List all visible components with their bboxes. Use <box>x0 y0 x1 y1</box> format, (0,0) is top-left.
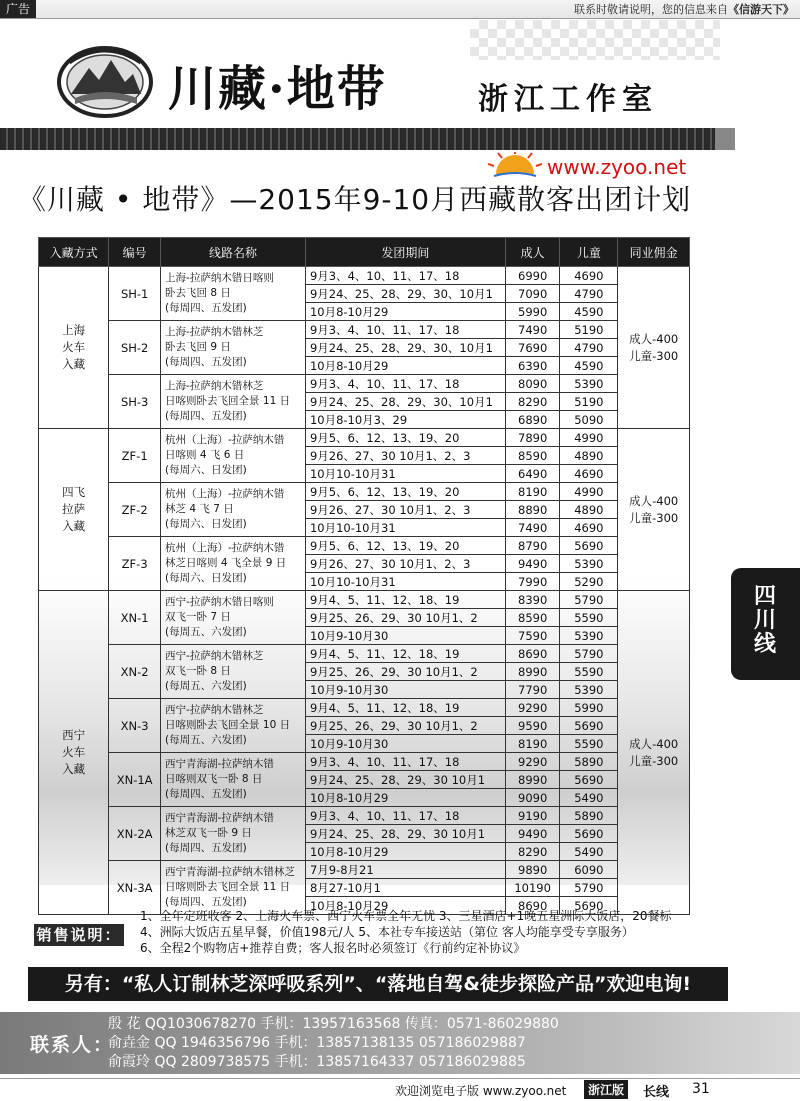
departure-dates-cell: 10月8-10月29 <box>305 897 505 915</box>
commission-line: 儿童-300 <box>629 510 679 525</box>
adult-price-cell: 7090 <box>505 285 560 303</box>
route-code-cell: SH-3 <box>109 375 161 429</box>
table-row <box>39 267 690 285</box>
child-price-cell: 5390 <box>560 375 618 393</box>
extra-offer-banner: 另有：“私人订制林芝深呼吸系列”、“落地自驾&徒步探险产品”欢迎电询! <box>28 967 728 1001</box>
departure-dates-cell: 9月24、25、28、29、30、10月1 <box>305 393 505 411</box>
route-code-cell: ZF-2 <box>109 483 161 537</box>
departure-dates-cell: 10月10-10月31 <box>305 519 505 537</box>
child-price-cell: 5690 <box>560 771 618 789</box>
adult-price-cell: 9190 <box>505 807 560 825</box>
side-tab-char: 川 <box>753 608 776 633</box>
child-price-cell: 5490 <box>560 789 618 807</box>
route-name-line: 西宁青海湖-拉萨纳木错林芝 <box>165 866 295 878</box>
route-name-line: 日喀则卧去飞回全景 11 日 <box>165 881 291 893</box>
entry-mode-line: 上海 <box>62 323 86 337</box>
commission-cell <box>618 591 690 915</box>
child-price-cell: 5590 <box>560 663 618 681</box>
route-name-line: 卧去飞回 9 日 <box>165 341 231 353</box>
route-name-cell <box>161 267 306 321</box>
contact-person: 殷 花 QQ1030678270 手机：13957163568 传真：0571-86029880 <box>108 1016 559 1032</box>
departure-dates-cell: 8月27-10月1 <box>305 879 505 897</box>
route-name-cell <box>161 321 306 375</box>
adult-price-cell: 7790 <box>505 681 560 699</box>
child-price-cell: 4690 <box>560 519 618 537</box>
adult-price-cell: 8990 <box>505 771 560 789</box>
contact-person: 俞垚金 QQ 1946356796 手机：13857138135 057186029887 <box>108 1035 526 1051</box>
departure-dates-cell: 9月24、25、28、29、30、10月1 <box>305 285 505 303</box>
child-price-cell: 5690 <box>560 717 618 735</box>
top-note <box>574 1 794 17</box>
route-name-line: 日喀则卧去飞回全景 11 日 <box>165 395 291 407</box>
departure-dates-cell: 9月3、4、10、11、17、18 <box>305 267 505 285</box>
adult-price-cell: 5990 <box>505 303 560 321</box>
table-row <box>39 861 690 879</box>
adult-price-cell: 8190 <box>505 735 560 753</box>
route-name-cell <box>161 375 306 429</box>
column-header: 发团期间 <box>305 238 505 267</box>
route-name-line: (每周五、六发团) <box>165 680 247 692</box>
route-name-line: (每周六、日发团) <box>165 464 247 476</box>
table-row <box>39 753 690 771</box>
commission-line: 成人-400 <box>629 331 679 346</box>
stripe-band <box>0 128 715 150</box>
departure-dates-cell: 10月8-10月29 <box>305 789 505 807</box>
child-price-cell: 5190 <box>560 393 618 411</box>
child-price-cell: 4990 <box>560 429 618 447</box>
sales-note: 1、全年定班收客 2、上海火车票、西宁火车票全年无忧 3、三星酒店+1晚五星洲际大饭店，20餐标 <box>140 909 672 923</box>
route-name-line: 日喀则 4 飞 6 日 <box>165 449 245 461</box>
route-name-line: 卧去飞回 8 日 <box>165 287 231 299</box>
route-name-line: (每周四、五发团) <box>165 356 247 368</box>
route-code-cell: XN-1 <box>109 591 161 645</box>
route-name-line: 西宁青海湖-拉萨纳木错 <box>165 758 274 770</box>
table-row <box>39 483 690 501</box>
departure-dates-cell: 10月9-10月30 <box>305 681 505 699</box>
route-code-cell: XN-2 <box>109 645 161 699</box>
route-name-line: (每周六、日发团) <box>165 572 247 584</box>
child-price-cell: 4890 <box>560 447 618 465</box>
side-tab-char: 四 <box>753 584 776 609</box>
departure-dates-cell: 9月3、4、10、11、17、18 <box>305 375 505 393</box>
entry-mode-line: 入藏 <box>62 357 86 371</box>
departure-dates-cell: 10月8-10月29 <box>305 843 505 861</box>
commission-cell <box>618 267 690 429</box>
commission-cell <box>618 429 690 591</box>
departure-dates-cell: 9月24、25、28、29、30 10月1 <box>305 771 505 789</box>
route-code-cell: ZF-3 <box>109 537 161 591</box>
departure-dates-cell: 9月4、5、11、12、18、19 <box>305 699 505 717</box>
route-code-cell: SH-1 <box>109 267 161 321</box>
entry-mode-line: 拉萨 <box>62 502 86 516</box>
route-code-cell: SH-2 <box>109 321 161 375</box>
child-price-cell: 5890 <box>560 753 618 771</box>
table-row <box>39 321 690 339</box>
contact-person: 俞霞玲 QQ 2809738575 手机：13857164337 057186029885 <box>108 1054 526 1070</box>
adult-price-cell: 7690 <box>505 339 560 357</box>
departure-dates-cell: 9月24、25、28、29、30 10月1 <box>305 825 505 843</box>
departure-dates-cell: 10月9-10月30 <box>305 735 505 753</box>
child-price-cell: 4590 <box>560 303 618 321</box>
adult-price-cell: 6890 <box>505 411 560 429</box>
adult-price-cell: 8690 <box>505 645 560 663</box>
table-row <box>39 429 690 447</box>
footer-edition: 浙江版 <box>584 1080 628 1099</box>
route-name-line: 日喀则卧去飞回全景 10 日 <box>165 719 291 731</box>
departure-dates-cell: 9月5、6、12、13、19、20 <box>305 483 505 501</box>
adult-price-cell: 9490 <box>505 825 560 843</box>
departure-dates-cell: 9月26、27、30 10月1、2、3 <box>305 447 505 465</box>
departure-dates-cell: 9月5、6、12、13、19、20 <box>305 537 505 555</box>
side-tab-char: 线 <box>753 632 776 657</box>
contact-list <box>108 1015 559 1072</box>
departure-dates-cell: 9月26、27、30 10月1、2、3 <box>305 501 505 519</box>
brand-name: 川藏·地带 <box>168 61 387 117</box>
page-title: 《川藏 • 地带》—2015年9-10月西藏散客出团计划 <box>18 183 692 216</box>
entry-mode-cell <box>39 267 109 429</box>
departure-dates-cell: 10月8-10月3、29 <box>305 411 505 429</box>
child-price-cell: 5390 <box>560 555 618 573</box>
route-name-cell <box>161 645 306 699</box>
adult-price-cell: 7990 <box>505 573 560 591</box>
departure-dates-cell: 10月10-10月31 <box>305 465 505 483</box>
adult-price-cell: 9290 <box>505 699 560 717</box>
route-name-line: (每周五、六发团) <box>165 626 247 638</box>
route-name-line: 林芝日喀则 4 飞全景 9 日 <box>165 557 287 569</box>
departure-dates-cell: 9月4、5、11、12、18、19 <box>305 645 505 663</box>
adult-price-cell: 8190 <box>505 483 560 501</box>
sales-label: 销售说明： <box>34 924 124 946</box>
departure-dates-cell: 9月25、26、29、30 10月1、2 <box>305 663 505 681</box>
child-price-cell: 5790 <box>560 645 618 663</box>
route-name-cell <box>161 699 306 753</box>
sales-note: 6、全程2个购物店+推荐自费；客人报名时必须签订《行前约定补协议》 <box>140 941 526 955</box>
child-price-cell: 4590 <box>560 357 618 375</box>
child-price-cell: 4890 <box>560 501 618 519</box>
child-price-cell: 5690 <box>560 537 618 555</box>
route-name-line: 杭州（上海）-拉萨纳木错 <box>165 488 285 500</box>
entry-mode-cell <box>39 429 109 591</box>
child-price-cell: 5190 <box>560 321 618 339</box>
route-name-line: (每周四、五发团) <box>165 896 247 908</box>
route-code-cell: XN-2A <box>109 807 161 861</box>
adult-price-cell: 9290 <box>505 753 560 771</box>
entry-mode-line: 西宁 <box>62 728 86 742</box>
route-name-line: 西宁青海湖-拉萨纳木错 <box>165 812 274 824</box>
footer-text[interactable]: 欢迎浏览电子版 www.zyoo.net <box>395 1084 567 1098</box>
route-name-line: 杭州（上海）-拉萨纳木错 <box>165 434 285 446</box>
route-name-line: (每周四、五发团) <box>165 302 247 314</box>
departure-dates-cell: 10月10-10月31 <box>305 573 505 591</box>
child-price-cell: 5690 <box>560 825 618 843</box>
child-price-cell: 5790 <box>560 879 618 897</box>
child-price-cell: 5490 <box>560 843 618 861</box>
sales-notes <box>140 908 740 956</box>
route-name-cell <box>161 591 306 645</box>
adult-price-cell: 8290 <box>505 393 560 411</box>
adult-price-cell: 8990 <box>505 663 560 681</box>
entry-mode-line: 入藏 <box>62 519 86 533</box>
departure-dates-cell: 9月25、26、29、30 10月1、2 <box>305 609 505 627</box>
route-name-line: 双飞一卧 8 日 <box>165 665 231 677</box>
route-code-cell: XN-1A <box>109 753 161 807</box>
adult-price-cell: 9090 <box>505 789 560 807</box>
stripe-band-end <box>715 128 735 150</box>
route-name-line: 西宁-拉萨纳木错林芝 <box>165 704 264 716</box>
top-note-source: 《信游天下》 <box>728 3 794 16</box>
logo-emblem-icon <box>55 42 155 122</box>
tour-schedule-table <box>38 237 690 915</box>
child-price-cell: 6090 <box>560 861 618 879</box>
sales-note: 4、洲际大饭店五星早餐，价值198元/人 5、本社专车接送站（第位 客人均能享受专享服务） <box>140 925 634 939</box>
commission-line: 成人-400 <box>629 493 679 508</box>
commission-line: 儿童-300 <box>629 753 679 768</box>
column-header: 成人 <box>505 238 560 267</box>
route-name-line: (每周五、六发团) <box>165 734 247 746</box>
top-note-prefix: 联系时敬请说明，您的信息来自 <box>574 3 728 16</box>
route-name-line: 西宁-拉萨纳木错林芝 <box>165 650 264 662</box>
entry-mode-line: 四飞 <box>62 485 86 499</box>
adult-price-cell: 7890 <box>505 429 560 447</box>
route-name-line: (每周四、五发团) <box>165 410 247 422</box>
child-price-cell: 4990 <box>560 483 618 501</box>
route-name-line: 西宁-拉萨纳木错日喀则 <box>165 596 274 608</box>
child-price-cell: 5390 <box>560 627 618 645</box>
route-name-cell <box>161 753 306 807</box>
route-name-cell <box>161 429 306 483</box>
route-name-line: 上海-拉萨纳木错林芝 <box>165 326 264 338</box>
entry-mode-line: 火车 <box>62 340 86 354</box>
route-code-cell: XN-3 <box>109 699 161 753</box>
page-number: 31 <box>692 1081 710 1097</box>
child-price-cell: 5690 <box>560 897 618 915</box>
adult-price-cell: 6390 <box>505 357 560 375</box>
departure-dates-cell: 9月3、4、10、11、17、18 <box>305 753 505 771</box>
route-code-cell: XN-3A <box>109 861 161 915</box>
footer-section: 长线 <box>643 1085 670 1100</box>
table-row <box>39 699 690 717</box>
departure-dates-cell: 9月24、25、28、29、30、10月1 <box>305 339 505 357</box>
route-name-cell <box>161 807 306 861</box>
adult-price-cell: 8390 <box>505 591 560 609</box>
route-name-line: 林芝双飞一卧 9 日 <box>165 827 252 839</box>
departure-dates-cell: 10月8-10月29 <box>305 357 505 375</box>
table-row <box>39 807 690 825</box>
route-name-cell <box>161 537 306 591</box>
column-header: 儿童 <box>560 238 618 267</box>
adult-price-cell: 8690 <box>505 897 560 915</box>
child-price-cell: 5890 <box>560 807 618 825</box>
departure-dates-cell: 10月8-10月29 <box>305 303 505 321</box>
adult-price-cell: 8590 <box>505 447 560 465</box>
adult-price-cell: 8290 <box>505 843 560 861</box>
child-price-cell: 4790 <box>560 339 618 357</box>
adult-price-cell: 7590 <box>505 627 560 645</box>
adult-price-cell: 8590 <box>505 609 560 627</box>
child-price-cell: 5290 <box>560 573 618 591</box>
entry-mode-line: 入藏 <box>62 762 86 776</box>
departure-dates-cell: 10月9-10月30 <box>305 627 505 645</box>
route-name-line: 日喀则双飞一卧 8 日 <box>165 773 263 785</box>
child-price-cell: 4790 <box>560 285 618 303</box>
route-name-line: 双飞一卧 7 日 <box>165 611 231 623</box>
column-header: 编号 <box>109 238 161 267</box>
child-price-cell: 5590 <box>560 735 618 753</box>
route-name-line: 上海-拉萨纳木错日喀则 <box>165 272 274 284</box>
studio-name: 浙江工作室 <box>478 82 658 117</box>
route-name-line: 杭州（上海）-拉萨纳木错 <box>165 542 285 554</box>
departure-dates-cell: 9月3、4、10、11、17、18 <box>305 807 505 825</box>
sun-logo-icon <box>488 152 542 178</box>
side-tab-text <box>740 585 790 657</box>
child-price-cell: 5590 <box>560 609 618 627</box>
entry-mode-line: 火车 <box>62 745 86 759</box>
adult-price-cell: 9590 <box>505 717 560 735</box>
website-url[interactable]: www.zyoo.net <box>547 155 687 179</box>
commission-line: 成人-400 <box>629 736 679 751</box>
table-row <box>39 591 690 609</box>
child-price-cell: 5990 <box>560 699 618 717</box>
child-price-cell: 5090 <box>560 411 618 429</box>
column-header: 线路名称 <box>161 238 306 267</box>
route-name-line: (每周四、五发团) <box>165 842 247 854</box>
adult-price-cell: 8890 <box>505 501 560 519</box>
route-name-line: 林芝 4 飞 7 日 <box>165 503 234 515</box>
table-row <box>39 537 690 555</box>
table-row <box>39 645 690 663</box>
route-name-cell <box>161 861 306 915</box>
route-code-cell: ZF-1 <box>109 429 161 483</box>
route-name-line: 上海-拉萨纳木错林芝 <box>165 380 264 392</box>
column-header: 入藏方式 <box>39 238 109 267</box>
adult-price-cell: 8790 <box>505 537 560 555</box>
route-name-line: (每周四、五发团) <box>165 788 247 800</box>
departure-dates-cell: 9月3、4、10、11、17、18 <box>305 321 505 339</box>
departure-dates-cell: 9月25、26、29、30 10月1、2 <box>305 717 505 735</box>
adult-price-cell: 6990 <box>505 267 560 285</box>
departure-dates-cell: 9月4、5、11、12、18、19 <box>305 591 505 609</box>
route-name-cell <box>161 483 306 537</box>
commission-line: 儿童-300 <box>629 348 679 363</box>
departure-dates-cell: 7月9-8月21 <box>305 861 505 879</box>
adult-price-cell: 7490 <box>505 519 560 537</box>
adult-price-cell: 7490 <box>505 321 560 339</box>
adult-price-cell: 9490 <box>505 555 560 573</box>
adult-price-cell: 10190 <box>505 879 560 897</box>
child-price-cell: 5790 <box>560 591 618 609</box>
column-header: 同业佣金 <box>618 238 690 267</box>
departure-dates-cell: 9月5、6、12、13、19、20 <box>305 429 505 447</box>
entry-mode-cell <box>39 591 109 915</box>
departure-dates-cell: 9月26、27、30 10月1、2、3 <box>305 555 505 573</box>
child-price-cell: 4690 <box>560 465 618 483</box>
child-price-cell: 5390 <box>560 681 618 699</box>
ad-label: 广告 <box>0 0 36 18</box>
contact-label: 联系人： <box>30 1034 115 1056</box>
adult-price-cell: 8090 <box>505 375 560 393</box>
table-row <box>39 375 690 393</box>
checker-decoration <box>470 20 720 60</box>
table-header-row <box>39 238 690 267</box>
adult-price-cell: 6490 <box>505 465 560 483</box>
route-name-line: (每周六、日发团) <box>165 518 247 530</box>
child-price-cell: 4690 <box>560 267 618 285</box>
adult-price-cell: 9890 <box>505 861 560 879</box>
